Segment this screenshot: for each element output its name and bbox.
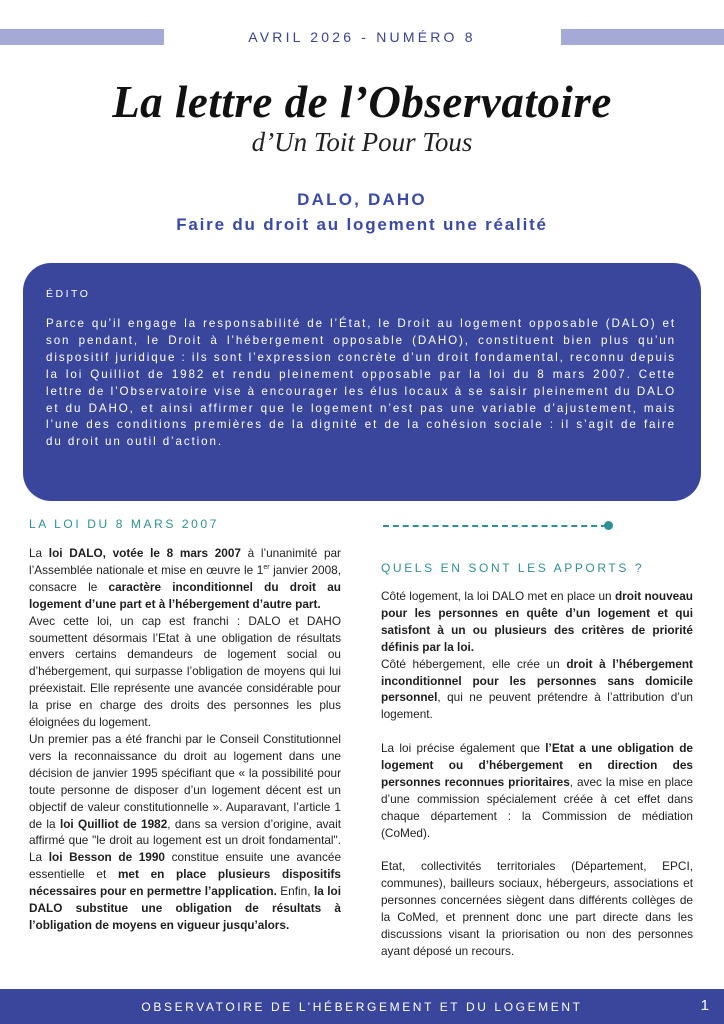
right-paragraph-2 (381, 656, 693, 724)
body-text: Enfin, (276, 884, 314, 899)
footer-text: OBSERVATOIRE DE L’HÉBERGEMENT ET DU LOGEMENT (141, 1000, 583, 1014)
body-text: La (29, 546, 49, 560)
footer-bar (0, 989, 724, 1024)
paragraph-gap (381, 723, 693, 740)
right-paragraph-4 (381, 858, 693, 959)
bold-text: droit à l’hébergement inconditionnel pour les personnes sans domicile personnel (381, 656, 693, 705)
right-paragraph-3 (381, 740, 693, 841)
bold-text: l’Etat a une obligation de logement ou d’hébergement en direction des personnes reconnues prioritaires (381, 741, 693, 789)
body-text: La loi précise également que (381, 741, 546, 756)
divider-dot (604, 521, 613, 530)
body-text: Un premier pas a été franchi par le Conseil Constitutionnel vers la reconnaissance du droit au logement dans une décision de janvier 1995 spécifiant que « la possibilité pour toute personne de disposer d’un logement décent est un objectif de valeur constitutionnelle ». Auparavant, l’article 1 de la (29, 731, 341, 831)
body-text: Côté logement, la loi DALO met en place un (381, 589, 615, 603)
bold-text: loi Quilliot de 1982 (59, 816, 168, 831)
section-divider (383, 525, 607, 527)
body-text: constitue ensuite une avancée essentielle et (29, 850, 342, 882)
newsletter-title: La lettre de l’Observatoire (112, 77, 612, 127)
bold-text: caractère inconditionnel du droit au logement d’une part et à l’hébergement d’autre part. (29, 579, 341, 611)
issue-date: AVRIL 2026 - NUMÉRO 8 (248, 29, 476, 45)
edito-box (23, 263, 701, 501)
body-text: Côté hébergement, elle crée un (381, 656, 567, 671)
body-text: , dans sa version d’origine, avait affirmé que "le droit au logement est un droit fondamental". La (29, 816, 341, 865)
superscript-text: er (263, 563, 270, 571)
body-text: à l’unanimité par l’Assemblée nationale et mise en œuvre le 1 (29, 546, 341, 577)
right-column (381, 588, 693, 960)
body-text: , qui ne peuvent prétendre à l’attribution d’un logement. (381, 690, 693, 722)
bold-text: loi DALO, votée le 8 mars 2007 (48, 546, 241, 560)
paragraph-gap (381, 842, 693, 859)
topic-subheading: Faire du droit au logement une réalité (176, 215, 548, 234)
left-paragraph-2 (29, 613, 341, 731)
left-paragraph-1 (29, 545, 341, 613)
topic-heading: DALO, DAHO (297, 190, 427, 209)
bold-text: droit nouveau pour les personnes en quête d’un logement et qui satisfont à un ou plusieurs des critères de priorité définis par la loi. (381, 589, 693, 654)
bold-text: met en place plusieurs dispositifs nécessaires pour en permettre l’application. (29, 867, 341, 899)
edito-text: Parce qu’il engage la responsabilité de l’État, le Droit au logement opposable (DALO) et son pendant, le Droit à l’hébergement opposable (DAHO), constituent bien plus qu’un dispositif juridique : ils sont l’expression concrète d’un droit fondamental, reconnu depuis la loi Quilliot de 1982 et rendu pleinement opposable par la loi du 8 mars 2007. Cette lettre de l’Observatoire vise à encourager les élus locaux à se saisir pleinement du DALO et du DAHO, et ainsi affirmer que le logement n’est pas une variable d’ajustement, mais l’une des conditions premières de la dignité et de la cohésion sociale : il s’agit de faire du droit un outil d’action. (46, 317, 676, 449)
section-title-loi: LA LOI DU 8 MARS 2007 (29, 517, 219, 531)
page-number: 1 (700, 997, 709, 1014)
right-paragraph-1 (381, 588, 693, 656)
left-column (29, 545, 341, 934)
bold-text: loi Besson de 1990 (48, 850, 165, 865)
body-text: , avec la mise en place d’une commission spécialement créée à cet effet dans chaque département : la Commission de médiation (CoMed). (381, 774, 693, 840)
left-paragraph-3 (29, 731, 341, 934)
edito-label: ÉDITO (46, 288, 91, 300)
bold-text: la loi DALO substitue une obligation de résultats à l’obligation de moyens en vigueur jusqu’alors. (29, 884, 341, 932)
body-text: Etat, collectivités territoriales (Département, EPCI, communes), bailleurs sociaux, hébergeurs, associations et personnes concernées siègent dans différents collèges de la CoMed, et prennent donc une part directe dans les discussions visant la priorisation ou non des personnes ayant déposé un recours. (381, 859, 693, 958)
body-text: Avec cette loi, un cap est franchi : DALO et DAHO soumettent désormais l’Etat à une obligation de résultats envers certains demandeurs de logement social ou d’hébergement, qui surpasse l’obligation de moyens qui lui préexistait. Elle représente une avancée considérable pour la prise en charge des droits des personnes les plus éloignées du logement. (29, 613, 341, 730)
newsletter-subtitle: d’Un Toit Pour Tous (251, 127, 473, 157)
body-text: janvier 2008, consacre le (29, 562, 341, 594)
section-title-apports: QUELS EN SONT LES APPORTS ? (381, 561, 645, 575)
